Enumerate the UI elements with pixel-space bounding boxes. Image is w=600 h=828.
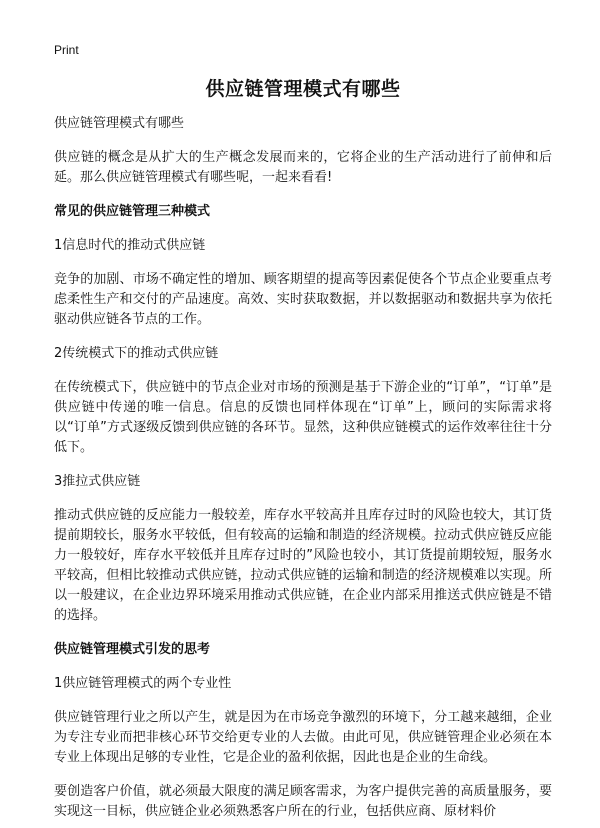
subsection-heading: 2传统模式下的推动式供应链 (54, 346, 219, 361)
subsection-heading: 3推拉式供应链 (54, 474, 141, 489)
section-heading-thoughts: 供应链管理模式引发的思考 (54, 642, 211, 657)
subsection-paragraph: 竞争的加剧、市场不确定性的增加、顾客期望的提高等因素促使各个节点企业要重点考虑柔性生产和交付的产品速度。高效、实时获取数据，并以数据驱动和数据共享为依托驱动供应链各节点的工作。 (54, 272, 552, 327)
subsection-paragraph: 推动式供应链的反应能力一般较差，库存水平较高并且库存过时的风险也较大，其订货提前期较长，服务水平较低，但有较高的运输和制造的经济规模。拉动式供应链反应能力一般较好，库存水平较低并且库存过时的”风险也较小，其订货提前期较短，服务水平较高，但相比较推动式供应链，拉动式供应链的运输和制造的经济规模难以实现。所以一般建议，在企业边界环境采用推动式供应链，在企业内部采用推送式供应链是不错的选择。 (54, 508, 552, 623)
section-heading-modes: 常见的供应链管理三种模式 (54, 204, 211, 219)
subsection-paragraph: 供应链管理行业之所以产生，就是因为在市场竞争激烈的环境下，分工越来越细，企业为专注专业而把非核心环节交给更专业的人去做。由此可见，供应链管理企业必须在本专业上体现出足够的专业性，它是企业的盈利依据，因此也是企业的生命线。 (54, 710, 552, 765)
print-link[interactable]: Print (54, 43, 79, 57)
page-title: 供应链管理模式有哪些 (205, 78, 401, 100)
subsection-heading: 1供应链管理模式的两个专业性 (54, 676, 232, 691)
trailing-paragraph: 要创造客户价值，就必须最大限度的满足顾客需求，为客户提供完善的高质量服务，要实现这一目标，供应链企业必须熟悉客户所在的行业，包括供应商、原材料价 (54, 784, 552, 819)
subsection-paragraph: 在传统模式下，供应链中的节点企业对市场的预测是基于下游企业的“订单”，“订单”是供应链中传递的唯一信息。信息的反馈也同样体现在“订单”上，顾问的实际需求将以“订单”方式逐级反馈到供应链的各环节。显然，这种供应链模式的运作效率往往十分低下。 (54, 380, 552, 455)
article-body (54, 114, 552, 822)
article-subtitle: 供应链管理模式有哪些 (54, 116, 185, 131)
intro-paragraph: 供应链的概念是从扩大的生产概念发展而来的，它将企业的生产活动进行了前伸和后延。那么供应链管理模式有哪些呢，一起来看看! (54, 150, 552, 185)
subsection-heading: 1信息时代的推动式供应链 (54, 238, 206, 253)
